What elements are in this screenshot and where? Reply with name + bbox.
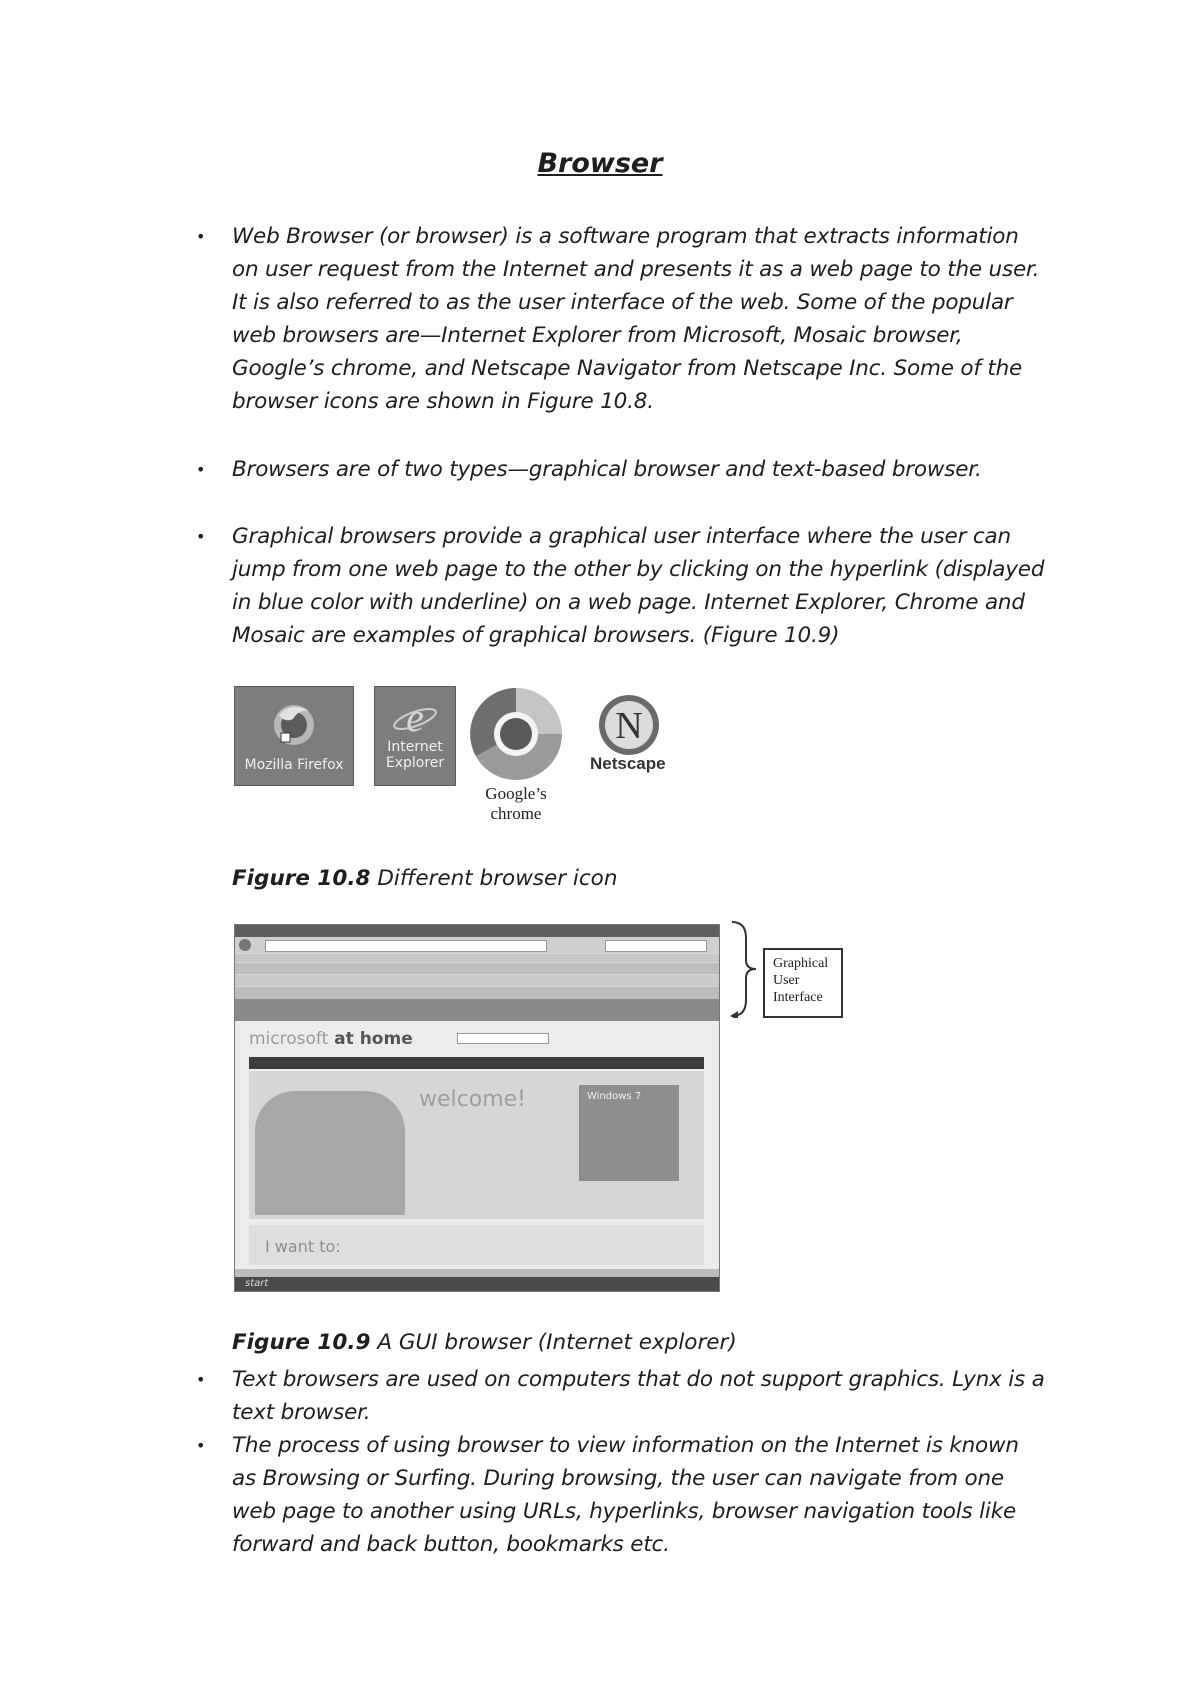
chrome-label-line: Google’s [485,784,547,803]
figure-number: Figure 10.9 [232,1330,371,1355]
bullet-marker: • [196,1436,206,1455]
site-logo-light: microsoft [249,1029,329,1049]
chrome-label [466,784,566,824]
gui-annotation-box [763,948,843,1018]
text-line: jump from one web page to the other by clicking on the hyperlink (displayed [232,557,1045,582]
bottom-panel [249,1225,704,1265]
bullet-marker: • [196,460,206,479]
text-line: browser icons are shown in Figure 10.8. [232,389,654,414]
page-title: Browser [537,148,663,179]
site-topbar [235,999,719,1021]
annotation-line: Interface [773,990,823,1005]
firefox-label: Mozilla Firefox [244,757,344,773]
text-line: Google’s chrome, and Netscape Navigator from Netscape Inc. Some of the [232,356,1023,381]
start-button: start [245,1278,269,1289]
figure-text: A GUI browser (Internet explorer) [370,1330,737,1355]
paragraph-graphical-browsers [232,520,1062,652]
page-content [235,999,719,1269]
text-line: forward and back button, bookmarks etc. [232,1532,670,1557]
paragraph-browsing [232,1429,1062,1561]
ie-label-line: Internet [387,739,443,755]
site-nav [249,1057,704,1069]
netscape-icon [596,694,662,756]
bullet-marker: • [196,1370,206,1389]
text-line: web browsers are—Internet Explorer from Microsoft, Mosaic browser, [232,323,963,348]
text-line: in blue color with underline) on a web page. Internet Explorer, Chrome and [232,590,1025,615]
firefox-icon [234,686,354,786]
welcome-text: welcome! [419,1087,526,1112]
netscape-letter: N [615,705,643,747]
back-icon [239,939,251,951]
paragraph-browser-types [232,453,1062,486]
url-field [265,940,547,952]
text-line: on user request from the Internet and presents it as a web page to the user. [232,257,1040,282]
text-line: text browser. [232,1400,371,1425]
search-field [605,940,707,952]
windows-text: Windows 7 [587,1091,642,1102]
figure-10-9-caption [232,1330,737,1355]
text-line: The process of using browser to view information on the Internet is known [232,1433,1019,1458]
favorites-bar [235,975,719,986]
svg-text:e: e [406,695,424,740]
text-line: as Browsing or Surfing. During browsing, the user can navigate from one [232,1466,1004,1491]
paragraph-text-browsers [232,1363,1062,1429]
google-toolbar [235,963,719,974]
annotation-line: Graphical [773,956,829,971]
paragraph-browser-definition [232,220,1062,418]
figure-text: Different browser icon [370,866,618,891]
chrome-label-line: chrome [490,804,542,823]
address-bar [235,937,719,953]
text-line: Graphical browsers provide a graphical user interface where the user can [232,524,1011,549]
ie-browser-screenshot [234,924,720,1292]
site-logo-bold: at home [328,1029,413,1049]
netscape-label: Netscape [590,754,666,773]
ie-label [375,739,455,771]
status-bar [235,1269,719,1277]
annotation-line: User [773,973,800,988]
figure-number: Figure 10.8 [232,866,371,891]
site-logo [249,1029,413,1049]
text-line: Mosaic are examples of graphical browsers. (Figure 10.9) [232,623,840,648]
figure-10-8-caption [232,866,617,891]
brace-bracket [728,920,764,1018]
text-line: Text browsers are used on computers that do not support graphics. Lynx is a [232,1367,1045,1392]
text-line: Browsers are of two types—graphical browser and text-based browser. [232,457,982,482]
bullet-marker: • [196,227,206,246]
menu-bar [235,954,719,962]
text-line: Web Browser (or browser) is a software program that extracts information [232,224,1019,249]
chrome-icon [468,686,564,782]
internet-explorer-icon [374,686,456,786]
site-search [457,1033,549,1044]
bullet-marker: • [196,527,206,546]
hero-area [249,1071,704,1219]
text-line: web page to another using URLs, hyperlinks, browser navigation tools like [232,1499,1016,1524]
windows-promo [579,1085,679,1181]
taskbar [235,1277,719,1291]
window-titlebar [235,925,719,937]
text-line: It is also referred to as the user interface of the web. Some of the popular [232,290,1013,315]
hero-photo [255,1091,405,1215]
i-want-to-text: I want to: [265,1237,341,1256]
command-bar [235,987,719,999]
ie-label-line: Explorer [385,755,445,771]
